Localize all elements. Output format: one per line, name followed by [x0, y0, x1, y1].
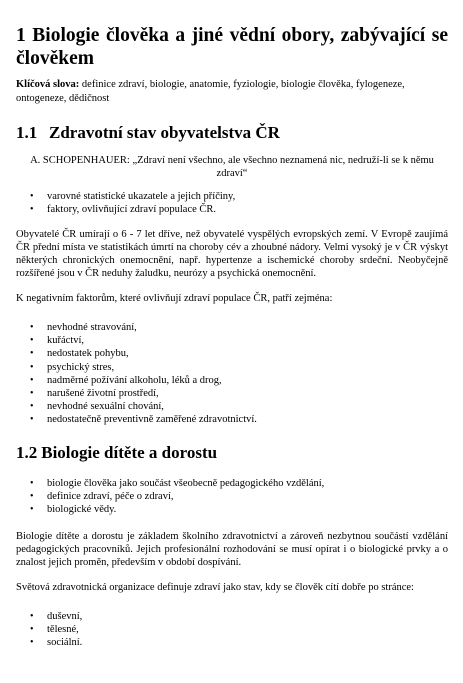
list-item: • narušené životní prostředí, [16, 387, 448, 400]
chapter-number: 1 [16, 25, 26, 46]
paragraph-child-biology: Biologie dítěte a dorostu je základem školního zdravotnictví a zároveň nezbytnou součástí vzdělání pedagogických pracovníků. Jejich profesionální rozhodování se musí opírat i o biologické prvky a o znalost jejich proměn, především v období dospívání. [16, 530, 448, 568]
bullet-list-health-aspects [16, 610, 448, 649]
list-item: • biologické vědy. [16, 503, 448, 516]
section-number: 1.2 [16, 442, 38, 462]
keywords-text: definice zdraví, biologie, anatomie, fyziologie, biologie člověka, fylogeneze, ontogeneze, dědičnost [16, 79, 405, 104]
paragraph-negative-factors: K negativním faktorům, které ovlivňují zdraví populace ČR, patří zejména: [16, 293, 333, 304]
list-item: • faktory, ovlivňující zdraví populace ČR. [16, 203, 448, 216]
quote: A. SCHOPENHAUER: „Zdraví není všechno, ale všechno neznamená nic, nedruží-li se k němu zdraví“ [30, 155, 434, 179]
list-item: • biologie člověka jako součást všeobecně pedagogického vzdělání, [16, 477, 448, 490]
paragraph-who-definition: Světová zdravotnická organizace definuje zdraví jako stav, kdy se člověk cítí dobře po stránce: [16, 581, 414, 593]
section-title: Biologie dítěte a dorostu [41, 442, 218, 462]
list-item: • nedostatek pohybu, [16, 347, 448, 360]
list-item: • definice zdraví, péče o zdraví, [16, 490, 448, 503]
list-item: • psychický stres, [16, 361, 448, 374]
list-item: • varovné statistické ukazatele a jejich příčiny, [16, 190, 448, 203]
keywords-paragraph [16, 78, 448, 106]
bullet-list-child-biology [16, 477, 448, 516]
list-item: • nevhodné stravování, [16, 321, 448, 334]
section-number: 1.1 [16, 123, 38, 142]
bullet-list-negative-factors [16, 321, 448, 427]
list-item: • nedostatečně preventivně zaměřené zdravotnictví. [16, 413, 448, 426]
chapter-heading [16, 0, 448, 70]
section-heading-1-1 [16, 123, 448, 143]
chapter-title: Biologie člověka a jiné vědní obory, zabývající se člověkem [16, 25, 448, 69]
list-item: • duševní, [16, 610, 448, 623]
bullet-list-factors [16, 190, 448, 216]
keywords-label: Klíčová slova: [16, 79, 80, 90]
list-item: • nevhodné sexuální chování, [16, 400, 448, 413]
section-title: Zdravotní stav obyvatelstva ČR [49, 123, 280, 142]
list-item: • nadměrné požívání alkoholu, léků a drog, [16, 374, 448, 387]
paragraph-mortality: Obyvatelé ČR umírají o 6 - 7 let dříve, než obyvatelé vyspělých evropských zemí. V Evropě zaujímá ČR přední místa ve statistikách úmrtí na choroby cév a zhoubné nádory. Velmi vysoký je v ČR výskyt některých chronických onemocnění, např. hypertenze a ischemické choroby srdeční. Neobyčejně rozšířené jsou v ČR neduhy žaludku, neurózy a psychická onemocnění. [16, 229, 448, 279]
list-item: • kuřáctví, [16, 334, 448, 347]
list-item: • tělesné, [16, 623, 448, 636]
list-item: • sociální. [16, 636, 448, 649]
section-heading-1-2 [16, 443, 448, 463]
